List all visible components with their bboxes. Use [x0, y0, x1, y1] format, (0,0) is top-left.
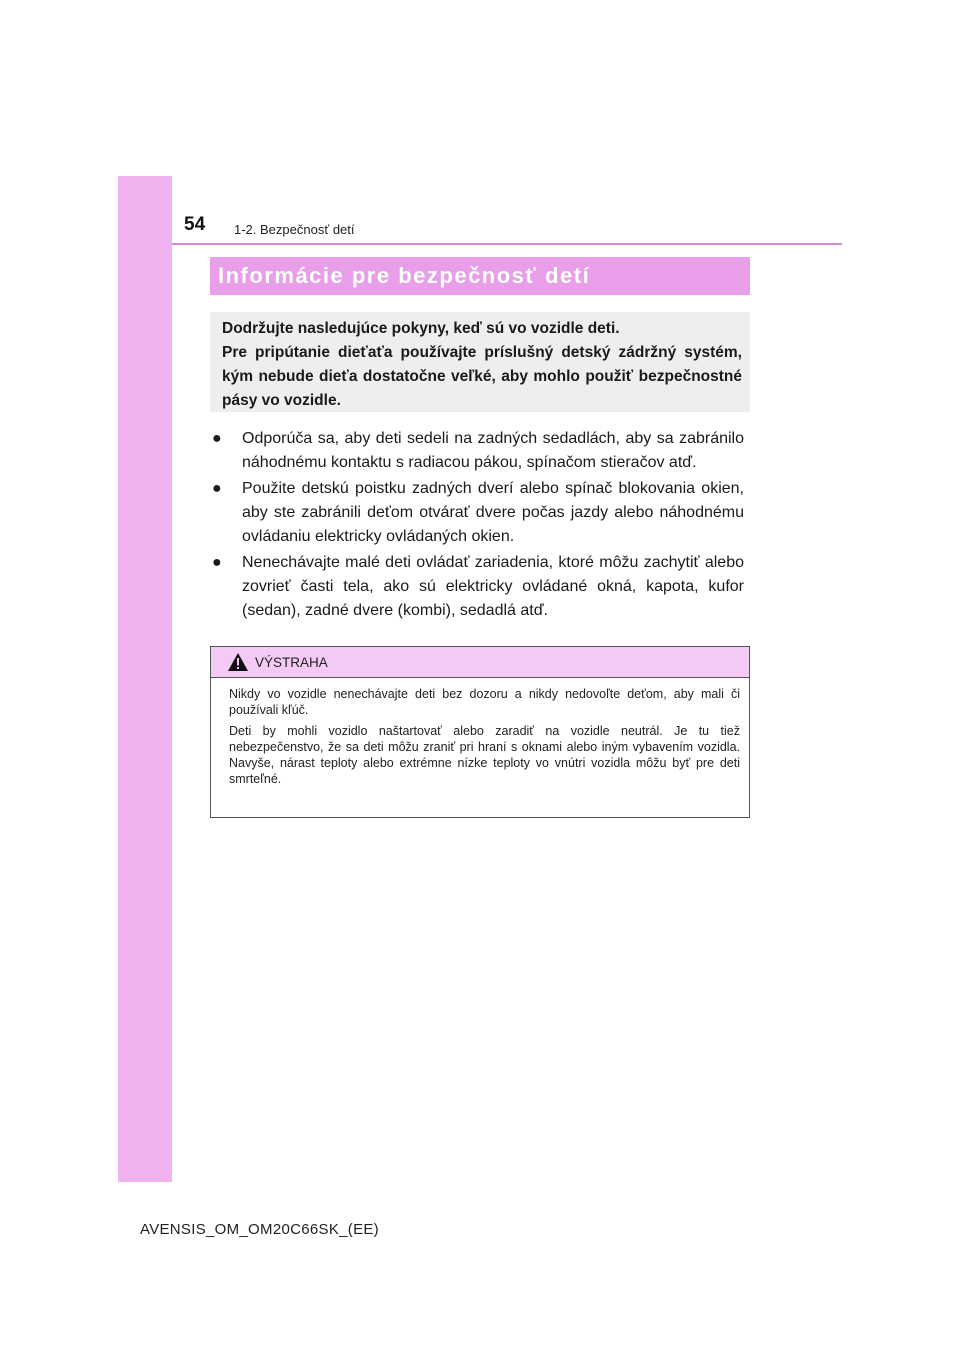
- intro-box: [210, 312, 750, 412]
- intro-line: Pre pripútanie dieťaťa používajte príslušný detský zádržný systém, kým nebude dieťa dostatočne veľké, aby mohlo použiť bezpečnostné pásy vo vozidle.: [222, 344, 742, 409]
- page-number: 54: [184, 214, 206, 235]
- warning-paragraph: Nikdy vo vozidle nenechávajte deti bez dozoru a nikdy nedovoľte deťom, aby mali či používali kľúč.: [229, 687, 740, 717]
- list-item: [212, 477, 744, 549]
- bullet-icon: ●: [212, 480, 222, 497]
- bullet-icon: ●: [212, 554, 222, 571]
- intro-line: Dodržujte nasledujúce pokyny, keď sú vo vozidle deti.: [222, 320, 620, 337]
- warning-box: [210, 646, 750, 818]
- warning-header: [211, 647, 749, 678]
- page-title: Informácie pre bezpečnosť detí: [218, 263, 591, 288]
- list-item: [212, 551, 744, 623]
- bullet-icon: ●: [212, 430, 222, 447]
- footer-document-code: AVENSIS_OM_OM20C66SK_(EE): [140, 1221, 379, 1238]
- list-item: [212, 427, 744, 475]
- bullet-list: [212, 427, 744, 625]
- section-breadcrumb: 1-2. Bezpečnosť detí: [234, 222, 355, 237]
- list-item-text: Odporúča sa, aby deti sedeli na zadných sedadlách, aby sa zabránilo náhodnému kontaktu s radiacou pákou, spínačom stieračov atď.: [242, 430, 744, 471]
- chapter-side-tab: [118, 176, 172, 1182]
- list-item-text: Použite detskú poistku zadných dverí alebo spínač blokovania okien, aby ste zabránili deťom otvárať dvere počas jazdy alebo náhodnému ovládaniu elektricky ovládaných okien.: [242, 480, 744, 545]
- warning-body: [211, 678, 749, 787]
- section-title-bar: [210, 257, 750, 295]
- warning-paragraph: Deti by mohli vozidlo naštartovať alebo zaradiť na vozidle neutrál. Je tu tiež nebezpečenstvo, že sa deti môžu zraniť pri hraní s oknami alebo iným vybavením vozidla. Navyše, nárast teploty alebo extrémne nízke teploty vo vnútri vozidla môžu byť pre deti smrteľné.: [229, 724, 740, 786]
- warning-label: VÝSTRAHA: [255, 654, 328, 670]
- list-item-text: Nenechávajte malé deti ovládať zariadenia, ktoré môžu zachytiť alebo zovrieť časti tela, ako sú elektricky ovládané okná, kapota, kufor (sedan), zadné dvere (kombi), sedadlá atď.: [242, 554, 744, 619]
- header-divider: [172, 243, 842, 245]
- warning-triangle-icon: [227, 652, 249, 672]
